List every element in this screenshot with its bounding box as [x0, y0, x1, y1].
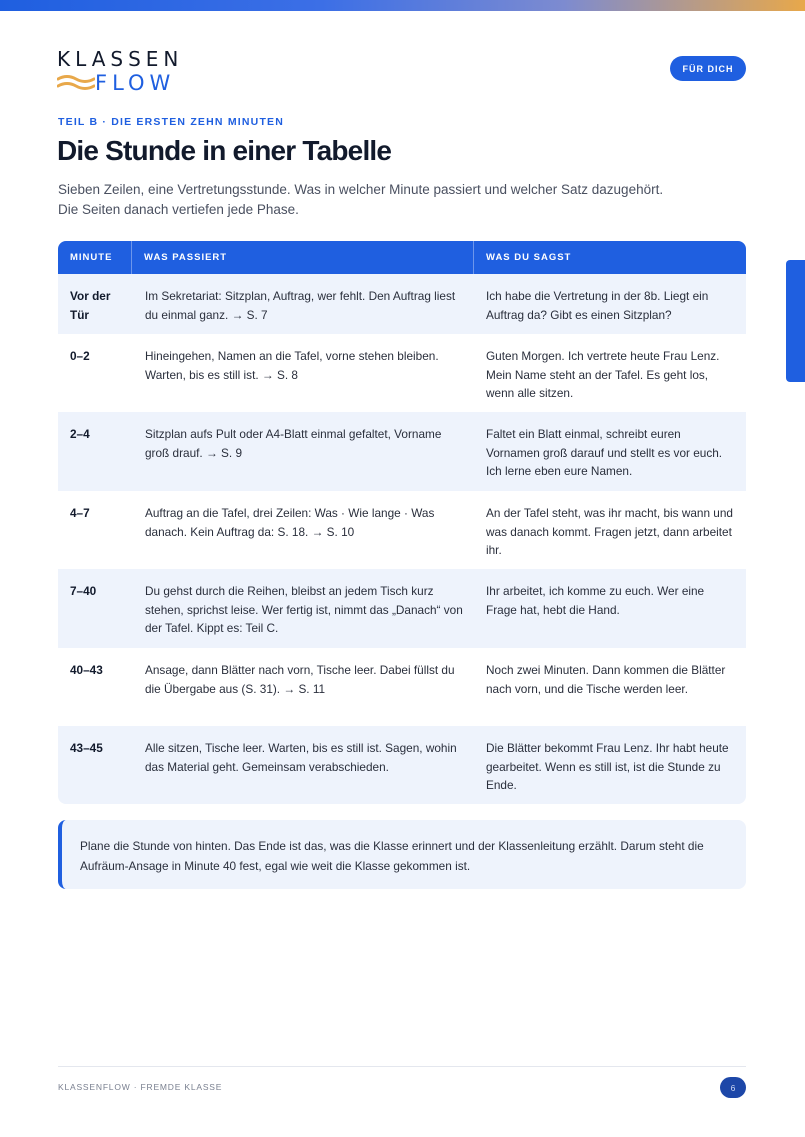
page-number: 6 [720, 1077, 746, 1098]
logo-wordmark-top: KLASSEN [57, 47, 184, 71]
intro-line: Die Seiten danach vertiefen jede Phase. [58, 201, 299, 217]
wave-icon [57, 73, 95, 93]
cell-minute: 2–4 [70, 427, 90, 441]
lesson-table [58, 241, 746, 804]
intro-line: Sieben Zeilen, eine Vertretungsstunde. Was in welcher Minute passiert und welcher Satz dazugehört. [58, 182, 664, 197]
page-title: Die Stunde in einer Tabelle [57, 135, 392, 166]
table-row [58, 412, 746, 491]
klassenflow-logo [57, 47, 197, 97]
cell-say: Faltet ein Blatt einmal, schreibt euren Vornamen groß darauf und stellt es vor euch. Ich lerne eben eure Namen. [486, 427, 723, 479]
side-tab-marker [786, 260, 805, 382]
table-row [58, 491, 746, 569]
header-say: WAS DU SAGST [486, 252, 572, 263]
cell-minute: Vor der Tür [70, 289, 111, 322]
table-row [58, 569, 746, 648]
planning-tip-callout: Plane die Stunde von hinten. Das Ende ist das, was die Klasse erinnert und der Klassenleitung erzählt. Darum steht die Aufräum-Ansage in Minute 40 fest, egal wie weit die Klasse gekommen ist. [58, 820, 746, 889]
logo-wordmark-bottom: FLOW [95, 71, 176, 95]
cell-minute: 40–43 [70, 663, 103, 677]
footer-divider [58, 1066, 746, 1067]
section-eyebrow: TEIL B · DIE ERSTEN ZEHN MINUTEN [58, 116, 285, 128]
cell-minute: 4–7 [70, 506, 90, 520]
intro-paragraph [58, 180, 748, 219]
cell-happens: Sitzplan aufs Pult oder A4-Blatt einmal gefaltet, Vorname groß drauf. → S. 9 [145, 427, 442, 460]
cell-say: Noch zwei Minuten. Dann kommen die Blätter nach vorn, und die Tische werden leer. [486, 663, 726, 696]
cell-minute: 7–40 [70, 584, 97, 598]
table-row [58, 334, 746, 412]
cell-happens: Hineingehen, Namen an die Tafel, vorne stehen bleiben. Warten, bis es still ist. → S. 8 [145, 349, 439, 382]
cell-minute: 43–45 [70, 741, 103, 755]
cell-happens: Du gehst durch die Reihen, bleibst an jedem Tisch kurz stehen, sprichst leise. Wer fertig ist, nimmt das „Danach“ von der Tafel. Kippt es: Teil C. [145, 584, 463, 636]
table-row [58, 726, 746, 804]
cell-say: Ihr arbeitet, ich komme zu euch. Wer eine Frage hat, hebt die Hand. [486, 584, 705, 617]
header-minute: MINUTE [58, 241, 132, 274]
table-header [58, 241, 746, 274]
cell-minute: 0–2 [70, 349, 90, 363]
footer-label: KLASSENFLOW · FREMDE KLASSE [58, 1082, 223, 1092]
cell-say: Guten Morgen. Ich vertrete heute Frau Lenz. Mein Name steht an der Tafel. Es geht los, wenn alle sitzen. [486, 349, 720, 401]
cell-happens: Im Sekretariat: Sitzplan, Auftrag, wer fehlt. Den Auftrag liest du einmal ganz. → S. 7 [145, 289, 456, 322]
cell-happens: Auftrag an die Tafel, drei Zeilen: Was · Wie lange · Was danach. Kein Auftrag da: S. 18. → S. 10 [145, 506, 435, 539]
header-happens: WAS PASSIERT [132, 241, 474, 274]
cell-say: Ich habe die Vertretung in der 8b. Liegt ein Auftrag da? Gibt es einen Sitzplan? [486, 289, 709, 322]
top-gradient-bar [0, 0, 805, 11]
cell-happens: Alle sitzen, Tische leer. Warten, bis es still ist. Sagen, wohin das Material geht. Gemeinsam verabschieden. [145, 741, 457, 774]
audience-badge: FÜR DICH [670, 56, 746, 81]
cell-say: Die Blätter bekommt Frau Lenz. Ihr habt heute gearbeitet. Wenn es still ist, ist die Stunde zu Ende. [486, 741, 729, 793]
cell-say: An der Tafel steht, was ihr macht, bis wann und was danach kommt. Fragen jetzt, dann arbeitet ihr. [486, 506, 733, 558]
cell-happens: Ansage, dann Blätter nach vorn, Tische leer. Dabei füllst du die Übergabe aus (S. 31). → S. 11 [145, 663, 455, 696]
table-row [58, 274, 746, 334]
table-row [58, 648, 746, 726]
